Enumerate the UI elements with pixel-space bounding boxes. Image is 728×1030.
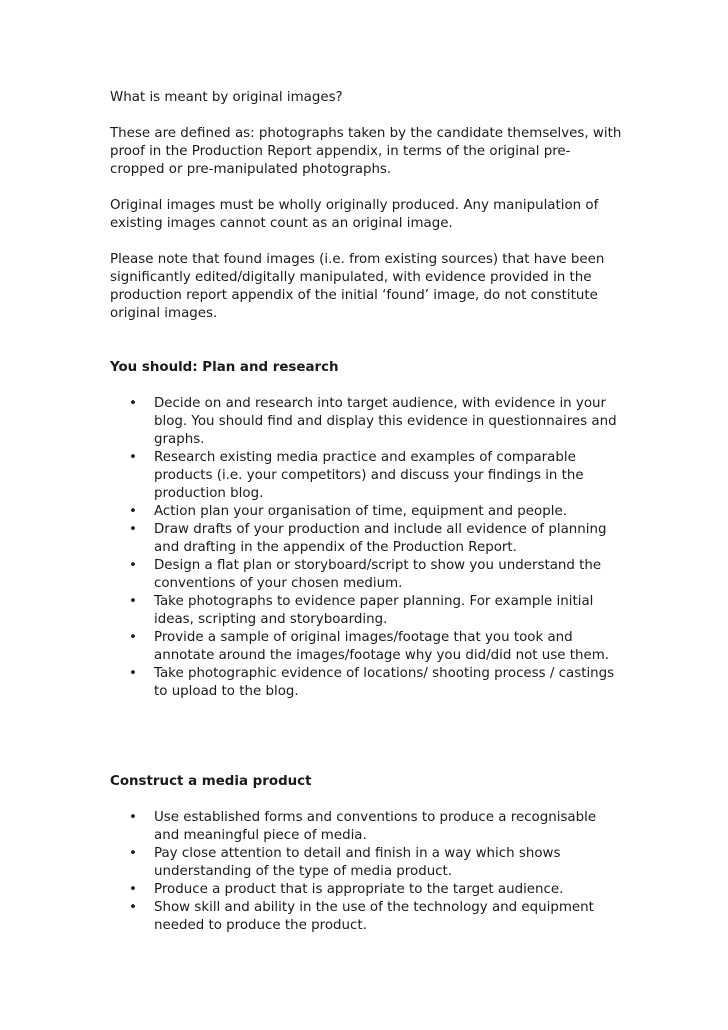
list-item: • Provide a sample of original images/footage that you took and annotate around the images/footage why you did/did not use them. bbox=[110, 629, 622, 665]
found-images-paragraph: Please note that found images (i.e. from existing sources) that have been significantly edited/digitally manipulated, with evidence provided in the production report appendix of the initial ‘found’ image, do not constitute original images. bbox=[110, 252, 605, 321]
list-item: • Pay close attention to detail and finish in a way which shows understanding of the type of media product. bbox=[110, 845, 622, 881]
list-item: • Research existing media practice and examples of comparable products (i.e. your competitors) and discuss your findings in the production blog. bbox=[110, 449, 622, 503]
list-item: • Show skill and ability in the use of the technology and equipment needed to produce the product. bbox=[110, 899, 622, 935]
plan-research-list bbox=[110, 395, 622, 701]
document-page bbox=[110, 89, 622, 935]
definition-paragraph: These are defined as: photographs taken by the candidate themselves, with proof in the Production Report appendix, in terms of the original pre-cropped or pre-manipulated photographs. bbox=[110, 126, 622, 177]
construct-product-heading: Construct a media product bbox=[110, 774, 312, 789]
list-item: • Produce a product that is appropriate to the target audience. bbox=[110, 881, 622, 899]
list-item: • Action plan your organisation of time, equipment and people. bbox=[110, 503, 622, 521]
question-text: What is meant by original images? bbox=[110, 90, 343, 105]
original-images-paragraph: Original images must be wholly originally produced. Any manipulation of existing images cannot count as an original image. bbox=[110, 198, 599, 231]
list-item: • Decide on and research into target audience, with evidence in your blog. You should find and display this evidence in questionnaires and graphs. bbox=[110, 395, 622, 449]
list-item: • Take photographic evidence of locations/ shooting process / castings to upload to the blog. bbox=[110, 665, 622, 701]
plan-research-heading: You should: Plan and research bbox=[110, 360, 339, 375]
list-item: • Draw drafts of your production and include all evidence of planning and drafting in the appendix of the Production Report. bbox=[110, 521, 622, 557]
list-item: • Design a flat plan or storyboard/script to show you understand the conventions of your chosen medium. bbox=[110, 557, 622, 593]
construct-product-list bbox=[110, 809, 622, 935]
list-item: • Use established forms and conventions to produce a recognisable and meaningful piece of media. bbox=[110, 809, 622, 845]
list-item: • Take photographs to evidence paper planning. For example initial ideas, scripting and storyboarding. bbox=[110, 593, 622, 629]
